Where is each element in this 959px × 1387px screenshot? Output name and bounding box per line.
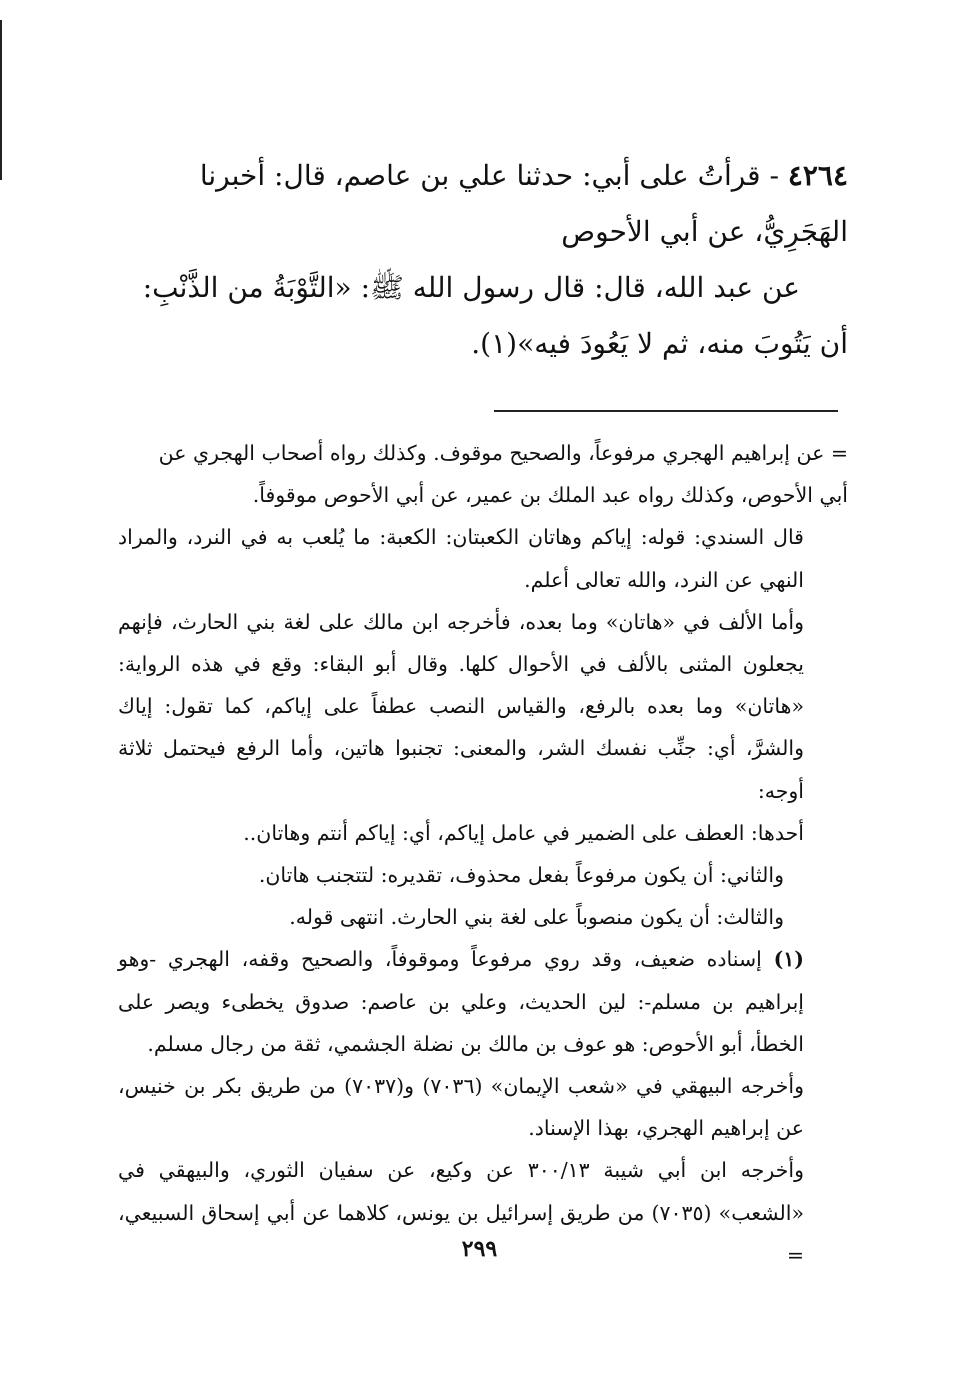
hadith-isnad [136,148,848,204]
aspect-line: والثالث: أن يكون منصوباً على لغة بني الحارث. انتهى قوله. [289,905,784,930]
footnote-divider [494,410,838,412]
aspect-line: والثاني: أن يكون مرفوعاً بفعل محذوف، تقديره: لتتجنب هاتان. [258,863,784,888]
footnote-continuation-line: أبي الأحوص، وكذلك رواه عبد الملك بن عمير، عن أبي الأحوص موقوفاً. [252,483,848,508]
ibn-abi-shayba-paragraph: وأخرجه ابن أبي شيبة ٣٠٠/١٣ عن وكيع، عن سفيان الثوري، والبيهقي في «الشعب» (٧٠٣٥) من طريق إسرائيل بن يونس، كلاهما عن أبي إسحاق السبيعي، = [118,1158,804,1267]
sindi-paragraph: قال السندي: قوله: إياكم وهاتان الكعبتان: الكعبة: ما يُلعب به في النرد، والمراد النهي عن النرد، والله تعالى أعلم. [118,525,804,592]
isnad-line-2: الهَجَرِيُّ، عن أبي الأحوص [561,215,848,248]
footnote-1-text: إسناده ضعيف، وقد روي مرفوعاً وموقوفاً، والصحيح وقفه، الهجري -وهو إبراهيم بن مسلم-: لين الحديث، وعلي بن عاصم: صدوق يخطىء ويصر على الخطأ، أبو الأحوص: هو عوف بن مالك بن نضلة الجشمي، ثقة من رجال مسلم. [118,947,804,1056]
footnote-continuation-line: = عن إبراهيم الهجري مرفوعاً، والصحيح موقوف. وكذلك رواه أصحاب الهجري عن [158,441,848,465]
bayhaqi-paragraph: وأخرجه البيهقي في «شعب الإيمان» (٧٠٣٦) و(٧٠٣٧) من طريق بكر بن خنيس، عن إبراهيم الهجري، بهذا الإسناد. [118,1074,804,1141]
hadith-number: ٤٢٦٤ [787,159,848,192]
page-edge-line [0,20,2,180]
matn-line-2: أن يَتُوبَ منه، ثم لا يَعُودَ فيه»(١). [471,327,848,360]
alif-paragraph: وأما الألف في «هاتان» وما بعده، فأخرجه ابن مالك على لغة بني الحارث، فإنهم يجعلون المثنى بالألف في الأحوال كلها. وقال أبو البقاء: وقع في هذه الرواية: «هاتان» وما بعده بالرفع، والقياس النصب عطفاً على إياكم، كما تقول: إياك والشرَّ، أي: جنِّب نفسك الشر، والمعنى: تجنبوا هاتين، وأما الرفع فيحتمل ثلاثة أوجه: [118,609,804,803]
footnote-1 [118,938,848,1065]
hadith-block [136,148,848,372]
footnotes-block [118,432,848,1276]
hadith-dash: - [760,159,779,192]
footnote-number: (١) [773,947,804,972]
page-number: ٢٩٩ [461,1236,498,1262]
isnad-line-1: قرأتُ على أبي: حدثنا علي بن عاصم، قال: أخبرنا [199,159,761,192]
aspect-line: أحدها: العطف على الضمير في عامل إياكم، أي: إياكم أنتم وهاتان.. [243,820,804,845]
matn-line-1: عن عبد الله، قال: قال رسول الله ﷺ: «التَّوْبَةُ من الذَّنْبِ: [142,271,800,304]
